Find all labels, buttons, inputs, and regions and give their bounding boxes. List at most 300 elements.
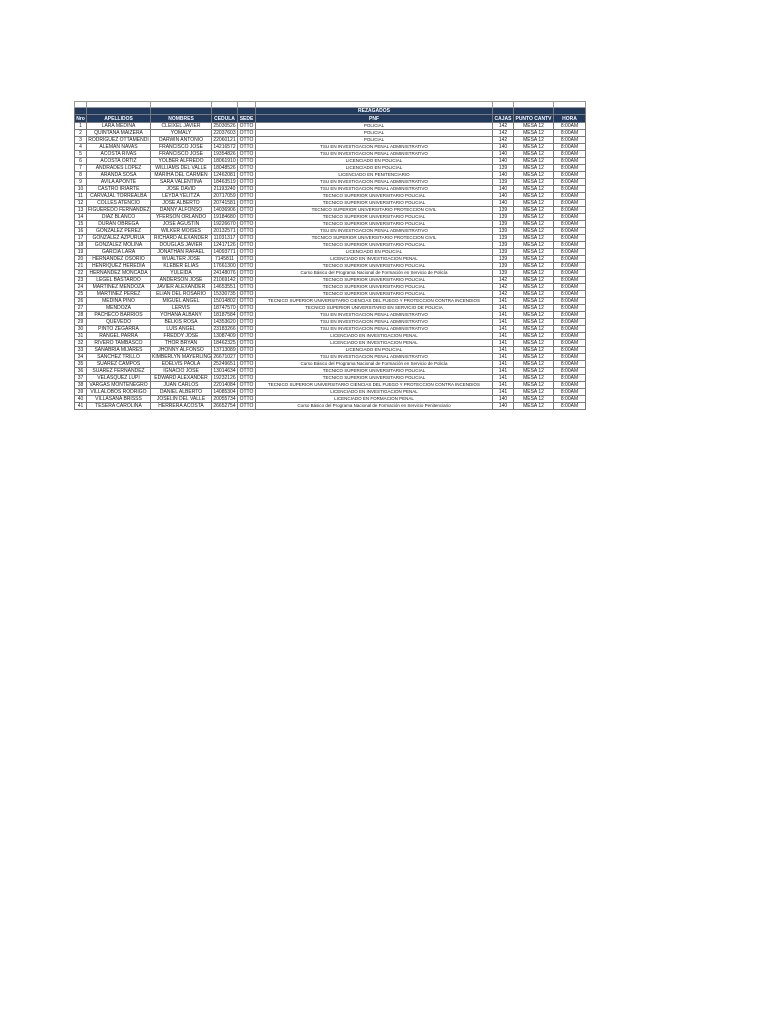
- table-cell: 8:00AM: [554, 137, 586, 144]
- table-cell: 41: [75, 403, 87, 410]
- table-cell: 13: [75, 207, 87, 214]
- table-cell: GARCIA LARA: [87, 249, 151, 256]
- table-cell: 25249651: [213, 361, 236, 367]
- column-header: APELLIDOS: [87, 115, 151, 123]
- table-row: [75, 263, 586, 270]
- table-cell: 13713089: [213, 347, 236, 353]
- table-cell: 18747570: [213, 305, 236, 311]
- table-cell: LICENCIADO EN FORMACION PENAL: [256, 396, 493, 403]
- table-cell: 15: [75, 221, 87, 228]
- table-cell: 19: [75, 249, 87, 256]
- table-cell: WILLIAMS DEL VALLE: [151, 165, 212, 172]
- table-row: [75, 235, 586, 242]
- table-cell: MESA 12: [514, 312, 554, 319]
- table-cell: TECNICO SUPERIOR UNIVERSITARIO PROTECCION CIVIL: [256, 207, 493, 214]
- table-cell: 8:00AM: [554, 263, 586, 270]
- table-cell: OTTO: [238, 228, 256, 235]
- table-cell: MESA 12: [514, 186, 554, 193]
- table-cell: 142: [493, 291, 514, 298]
- header-row: [75, 115, 586, 123]
- table-cell: 8:00AM: [554, 319, 586, 326]
- table-cell: OTTO: [238, 249, 256, 256]
- table-cell: MESA 12: [514, 340, 554, 347]
- table-cell: 8:00AM: [554, 333, 586, 340]
- table-cell: 18187584: [213, 312, 236, 318]
- table-cell: ARANDA SOSA: [87, 172, 151, 179]
- table-cell: CARVAJAL TORREALBA: [87, 193, 151, 200]
- table-cell: 139: [493, 235, 514, 242]
- table-row: [75, 256, 586, 263]
- table-cell: 8:00AM: [554, 123, 586, 130]
- table-cell: MIGUEL ANGEL: [151, 298, 212, 305]
- table-cell: HERNANDEZ OSORIO: [87, 256, 151, 263]
- table-cell: SUAREZ FERNANDEZ: [87, 368, 151, 375]
- table-cell: TECNICO SUPERIOR UNIVERSITARIO POLICIAL: [256, 263, 493, 270]
- table-cell: OTTO: [238, 221, 256, 228]
- table-cell: 8:00AM: [554, 249, 586, 256]
- table-cell: DURAN OBREGA: [87, 221, 151, 228]
- table-cell: 28: [75, 312, 87, 319]
- table-cell: 140: [493, 186, 514, 193]
- table-cell: AVILA APONTE: [87, 179, 151, 186]
- table-cell: 19232126: [213, 375, 236, 381]
- table-cell: 3: [75, 137, 87, 144]
- table-cell: MESA 12: [514, 137, 554, 144]
- table-cell: 33: [75, 347, 87, 354]
- table-cell: MARTINEZ MENDOZA: [87, 284, 151, 291]
- table-cell: DANNY ALFONSO: [151, 207, 212, 214]
- table-cell: 15330735: [213, 291, 236, 297]
- table-cell: WILKER MOISES: [151, 228, 212, 235]
- table-cell: OTTO: [238, 207, 256, 214]
- table-cell: TSU EN INVESTIGACION PENAL ADMINISTRATIVO: [256, 319, 493, 326]
- table-cell: 141: [493, 375, 514, 382]
- table-cell: 14085304: [213, 389, 236, 395]
- table-cell: 8:00AM: [554, 193, 586, 200]
- table-cell: RANGEL PARRA: [87, 333, 151, 340]
- table-row: [75, 375, 586, 382]
- table-cell: TECNICO SUPERIOR UNIVERSITARIO PROTECCION CIVIL: [256, 235, 493, 242]
- table-cell: 139: [493, 207, 514, 214]
- table-cell: 8:00AM: [554, 305, 586, 312]
- column-header: HORA: [554, 115, 586, 123]
- table-cell: DARWIN ANTONIO: [151, 137, 212, 144]
- table-cell: 12: [75, 200, 87, 207]
- table-cell: 30: [75, 326, 87, 333]
- table-cell: GONZALEZ MOLINA: [87, 242, 151, 249]
- table-cell: THOR BRYAN: [151, 340, 212, 347]
- table-cell: MESA 12: [514, 361, 554, 368]
- table-cell: 141: [493, 361, 514, 368]
- table-cell: TECNICO SUPERIOR UNIVERSITARIO POLICIAL: [256, 284, 493, 291]
- table-cell: 6: [75, 158, 87, 165]
- table-row: [75, 382, 586, 389]
- table-cell: ANDRADES LOPEZ: [87, 165, 151, 172]
- table-cell: 22: [75, 270, 87, 277]
- table-cell: MESA 12: [514, 305, 554, 312]
- table-cell: OTTO: [238, 186, 256, 193]
- table-cell: 20132571: [213, 228, 236, 234]
- table-cell: 1: [75, 123, 87, 130]
- table-cell: 23183266: [213, 326, 236, 332]
- table-row: [75, 137, 586, 144]
- table-cell: MESA 12: [514, 130, 554, 137]
- table-cell: YOHANA ALBANY: [151, 312, 212, 319]
- table-cell: 21: [75, 263, 87, 270]
- table-cell: 24: [75, 284, 87, 291]
- table-cell: EDELVIS PAOLA: [151, 361, 212, 368]
- table-cell: 8:00AM: [554, 214, 586, 221]
- table-cell: ACOSTA RIVAS: [87, 151, 151, 158]
- table-cell: MESA 12: [514, 298, 554, 305]
- table-cell: 141: [493, 326, 514, 333]
- table-cell: LICENCIADO EN INVESTIGACION PENAL: [256, 389, 493, 396]
- table-cell: YOMALY: [151, 130, 212, 137]
- table-cell: JOSE AGUSTIN: [151, 221, 212, 228]
- table-cell: 29: [75, 319, 87, 326]
- table-cell: HERNANDEZ MONCADA: [87, 270, 151, 277]
- table-cell: 141: [493, 347, 514, 354]
- table-cell: MESA 12: [514, 144, 554, 151]
- table-row: [75, 179, 586, 186]
- table-cell: 139: [493, 221, 514, 228]
- table-cell: TSU EN INVESTIGACION PENAL ADMINISTRATIVO: [256, 354, 493, 361]
- table-cell: SUAREZ CAMPOS: [87, 361, 151, 368]
- table-cell: LERVIS: [151, 305, 212, 312]
- table-cell: 8:00AM: [554, 130, 586, 137]
- table-cell: 10: [75, 186, 87, 193]
- table-cell: TECNICO SUPERIOR UNIVERSITARIO POLICIAL: [256, 214, 493, 221]
- table-cell: SANCHEZ TRILLO: [87, 354, 151, 361]
- table-cell: TECNICO SUPERIOR UNIVERSITARIO POLICIAL: [256, 291, 493, 298]
- table-cell: OTTO: [238, 242, 256, 249]
- table-cell: 140: [493, 193, 514, 200]
- table-cell: 19354826: [213, 151, 236, 157]
- table-cell: 8:00AM: [554, 340, 586, 347]
- table-cell: TECNICO SUPERIOR UNIVERSITARIO POLICIAL: [256, 200, 493, 207]
- table-cell: 142: [493, 137, 514, 144]
- table-cell: OTTO: [238, 298, 256, 305]
- table-cell: TECNICO SUPERIOR UNIVERSITARIO CIENCIAS DEL FUEGO Y PROTECCION CONTRA INCENDIOS: [256, 298, 493, 305]
- table-cell: 8:00AM: [554, 354, 586, 361]
- table-cell: ANDERSON JOSE: [151, 277, 212, 284]
- table-cell: OTTO: [238, 144, 256, 151]
- table-cell: 8:00AM: [554, 151, 586, 158]
- table-cell: TECNICO SUPERIOR UNIVERSITARIO POLICIAL: [256, 375, 493, 382]
- table-row: [75, 270, 586, 277]
- table-cell: 142: [493, 277, 514, 284]
- table-row: [75, 298, 586, 305]
- table-cell: OTTO: [238, 263, 256, 270]
- table-cell: SARA VALENTINA: [151, 179, 212, 186]
- table-cell: OTTO: [238, 305, 256, 312]
- table-cell: PACHECO BARRIOS: [87, 312, 151, 319]
- table-cell: MESA 12: [514, 368, 554, 375]
- table-cell: TSU EN INVESTIGACION PENAL ADMINISTRATIVO: [256, 186, 493, 193]
- table-cell: OTTO: [238, 396, 256, 403]
- table-row: [75, 144, 586, 151]
- column-header: PUNTO CANTV: [515, 115, 552, 122]
- table-row: [75, 319, 586, 326]
- table-cell: MESA 12: [514, 235, 554, 242]
- table-cell: GONZALEZ AZPURUA: [87, 235, 151, 242]
- table-cell: LICENCIADO EN INVESTIGACION PENAL: [256, 256, 493, 263]
- table-cell: RIVERO TAMBASCO: [87, 340, 151, 347]
- table-cell: 141: [493, 319, 514, 326]
- table-cell: QUINTANA MAIZERA: [87, 130, 151, 137]
- table-cell: MESA 12: [514, 319, 554, 326]
- table-cell: 8:00AM: [554, 375, 586, 382]
- table-cell: IGNACIO JOSE: [151, 368, 212, 375]
- table-cell: EDWARD ALEXANDER: [151, 375, 212, 382]
- table-cell: WUALTER JOSE: [151, 256, 212, 263]
- table-cell: 8:00AM: [554, 284, 586, 291]
- table-row: [75, 242, 586, 249]
- table-cell: 142: [493, 130, 514, 137]
- table-cell: 25030526: [213, 123, 236, 129]
- table-cell: 8:00AM: [554, 221, 586, 228]
- table-cell: OTTO: [238, 312, 256, 319]
- table-cell: 18462325: [213, 340, 236, 346]
- banner-row: [75, 108, 586, 115]
- table-cell: OTTO: [238, 172, 256, 179]
- table-cell: 8:00AM: [554, 228, 586, 235]
- table-cell: RICHARD ALEXANDER: [151, 235, 212, 242]
- table-cell: RODRIGUEZ OTTAMENDI: [88, 137, 149, 143]
- table-cell: BELKIS ROSA: [151, 319, 212, 326]
- column-header: SEDE: [238, 115, 256, 123]
- table-row: [75, 389, 586, 396]
- table-cell: TECNICO SUPERIOR UNIVERSITARIO POLICIAL: [256, 221, 493, 228]
- table-cell: 139: [493, 214, 514, 221]
- table-cell: MESA 12: [514, 214, 554, 221]
- table-cell: MESA 12: [514, 221, 554, 228]
- table-cell: DANIEL ALBERTO: [151, 389, 212, 396]
- table-cell: LICENCIADO EN POLICIAL: [256, 165, 493, 172]
- table-cell: 142: [493, 284, 514, 291]
- table-cell: LICENCIADO EN PENITENCIARIO: [256, 172, 493, 179]
- table-cell: OTTO: [238, 354, 256, 361]
- table-cell: 35: [75, 361, 87, 368]
- table-cell: 8:00AM: [554, 382, 586, 389]
- table-cell: OTTO: [238, 165, 256, 172]
- table-cell: 12462081: [213, 172, 236, 178]
- table-cell: 8:00AM: [554, 172, 586, 179]
- table-cell: Curso Básico del Programa Nacional de Formación en Servicio de Policía: [256, 361, 493, 368]
- table-cell: MESA 12: [514, 242, 554, 249]
- table-row: [75, 165, 586, 172]
- table-cell: HERRERA ACOSTA: [151, 403, 212, 410]
- table-cell: TSU EN INVESTIGACION PENAL ADMINISTRATIVO: [256, 228, 493, 235]
- table-row: [75, 347, 586, 354]
- table-cell: MESA 12: [514, 326, 554, 333]
- table-cell: JONATHAN RAFAEL: [151, 249, 212, 256]
- table-cell: 21193240: [212, 186, 238, 193]
- table-cell: 26: [75, 298, 87, 305]
- table-cell: 8:00AM: [554, 368, 586, 375]
- table-cell: POLICIAL: [256, 130, 493, 137]
- table-cell: LICENCIADO EN POLICIAL: [256, 158, 493, 165]
- table-cell: 13087409: [213, 333, 236, 339]
- table-cell: 139: [493, 249, 514, 256]
- table-cell: JOSE ALBERTO: [151, 200, 212, 207]
- table-cell: OTTO: [238, 270, 256, 277]
- table-cell: 139: [493, 256, 514, 263]
- table-cell: 8:00AM: [554, 291, 586, 298]
- table-cell: DIAZ BLANCO: [87, 214, 151, 221]
- table-cell: 139: [493, 242, 514, 249]
- table-cell: Curso Básico del Programa Nacional de Formación en Servicio de Policía: [256, 270, 493, 277]
- table-cell: 8:00AM: [554, 165, 586, 172]
- table-cell: 4: [75, 144, 87, 151]
- table-row: [75, 340, 586, 347]
- table-row: [75, 326, 586, 333]
- table-cell: MESA 12: [514, 193, 554, 200]
- table-row: [75, 277, 586, 284]
- table-cell: MESA 12: [514, 179, 554, 186]
- table-row: [75, 361, 586, 368]
- table-row: [75, 284, 586, 291]
- table-cell: 18: [75, 242, 87, 249]
- table-row: [75, 305, 586, 312]
- table-cell: CLEIXEL JAVIER: [151, 123, 212, 130]
- table-cell: 141: [493, 368, 514, 375]
- table-cell: MESA 12: [514, 333, 554, 340]
- table-cell: OTTO: [238, 389, 256, 396]
- table-cell: OTTO: [238, 403, 256, 410]
- table-row: [75, 200, 586, 207]
- table-cell: 8:00AM: [554, 186, 586, 193]
- table-cell: 18048526: [213, 165, 236, 171]
- table-row: [75, 186, 586, 193]
- table-cell: MARTINEZ PEREZ: [87, 291, 151, 298]
- table-cell: 8:00AM: [554, 326, 586, 333]
- table-cell: 22014084: [213, 382, 236, 388]
- table-cell: TECNICO SUPERIOR UNIVERSITARIO POLICIAL: [256, 368, 493, 375]
- table-cell: OTTO: [238, 158, 256, 165]
- table-row: [75, 368, 586, 375]
- table-cell: 8:00AM: [554, 207, 586, 214]
- table-cell: MESA 12: [514, 277, 554, 284]
- table-cell: 32: [75, 340, 87, 347]
- table-cell: 141: [493, 389, 514, 396]
- table-cell: 8:00AM: [554, 396, 586, 403]
- table-cell: MESA 12: [514, 382, 554, 389]
- table-cell: 139: [493, 263, 514, 270]
- table-row: [75, 228, 586, 235]
- table-cell: 40: [75, 396, 87, 403]
- table-cell: ELIAN DEL ROSARIO: [151, 291, 212, 298]
- table-cell: OTTO: [238, 256, 256, 263]
- table-cell: 140: [493, 396, 514, 403]
- table-cell: OTTO: [238, 123, 256, 130]
- table-cell: FRANCISCO JOSE: [151, 144, 212, 151]
- table-cell: MESA 12: [514, 396, 554, 403]
- table-cell: LEGEL BASTARDO: [87, 277, 151, 284]
- table-cell: 38: [75, 382, 87, 389]
- table-cell: 14353620: [213, 319, 236, 325]
- table-cell: 8:00AM: [554, 179, 586, 186]
- table-cell: OTTO: [238, 340, 256, 347]
- table-cell: OTTO: [238, 333, 256, 340]
- table-cell: 31: [75, 333, 87, 340]
- table-cell: OTTO: [238, 284, 256, 291]
- table-cell: Curso Básico del Programa Nacional de Formación en Servicio Penitenciario: [256, 403, 493, 410]
- table-cell: MESA 12: [514, 172, 554, 179]
- table-cell: 8:00AM: [554, 347, 586, 354]
- table-cell: 17: [75, 235, 87, 242]
- table-cell: MESA 12: [514, 354, 554, 361]
- table-cell: 27: [75, 305, 87, 312]
- table-cell: 8:00AM: [554, 277, 586, 284]
- table-cell: QUEVEDO: [87, 319, 151, 326]
- banner-title: REZAGADOS: [256, 108, 493, 115]
- table-cell: LICENCIADO EN POLICIAL: [256, 249, 493, 256]
- table-cell: SANABRIA MIJARES: [87, 347, 151, 354]
- table-cell: MESA 12: [514, 165, 554, 172]
- table-cell: 142: [493, 123, 514, 130]
- table-cell: 8: [75, 172, 87, 179]
- table-cell: CASTRO IRIARTE: [87, 186, 151, 193]
- table-cell: 23: [75, 277, 87, 284]
- table-cell: TECNICO SUPERIOR UNIVERSITARIO POLICIAL: [256, 193, 493, 200]
- table-cell: 7145811: [212, 256, 238, 263]
- table-cell: LICENCIADO EN INVESTIGACION PENAL: [256, 333, 493, 340]
- table-cell: 7: [75, 165, 87, 172]
- table-cell: KLEBER ELIAS: [151, 263, 212, 270]
- column-header: CAJAS: [493, 115, 514, 123]
- table-cell: OTTO: [238, 361, 256, 368]
- table-cell: 141: [493, 354, 514, 361]
- table-cell: LEYDA YELITZA: [151, 193, 212, 200]
- table-cell: 25: [75, 291, 87, 298]
- table-cell: MESA 12: [514, 158, 554, 165]
- table-cell: 20741581: [213, 200, 236, 206]
- table-row: [75, 123, 586, 130]
- table-cell: MARIHA DEL CARMEN: [151, 172, 212, 179]
- table-cell: TECNICO SUPERIOR UNIVERSITARIO POLICIAL: [256, 277, 493, 284]
- table-row: [75, 249, 586, 256]
- table-cell: MEDINA PINO: [87, 298, 151, 305]
- table-cell: JHONNY ALFONSO: [151, 347, 212, 354]
- table-cell: 5: [75, 151, 87, 158]
- table-cell: MESA 12: [514, 375, 554, 382]
- rezagados-table: [74, 101, 586, 410]
- table-cell: 26671027: [213, 354, 236, 360]
- table-cell: 139: [493, 270, 514, 277]
- table-cell: 20717059: [213, 193, 236, 199]
- table-cell: OTTO: [238, 193, 256, 200]
- table-cell: 140: [493, 158, 514, 165]
- table-cell: MESA 12: [514, 256, 554, 263]
- table-cell: 20055734: [213, 396, 236, 402]
- table-cell: LICENCIADO EN POLICIAL: [256, 347, 493, 354]
- table-cell: 13014634: [213, 368, 236, 374]
- table-cell: VILLASANA BRISSS: [87, 396, 151, 403]
- table-cell: MESA 12: [514, 123, 554, 130]
- table-cell: MESA 12: [514, 403, 554, 410]
- table-cell: LARA MEDINA: [87, 123, 151, 130]
- table-cell: 8:00AM: [554, 389, 586, 396]
- table-cell: LICENCIADO EN INVESTIGACION PENAL: [256, 340, 493, 347]
- table-cell: COLLES ATENCIO: [87, 200, 151, 207]
- table-row: [75, 312, 586, 319]
- table-cell: OTTO: [238, 151, 256, 158]
- table-cell: 2: [75, 130, 87, 137]
- table-cell: OTTO: [238, 382, 256, 389]
- table-cell: MESA 12: [514, 347, 554, 354]
- table-cell: 17661300: [213, 263, 236, 269]
